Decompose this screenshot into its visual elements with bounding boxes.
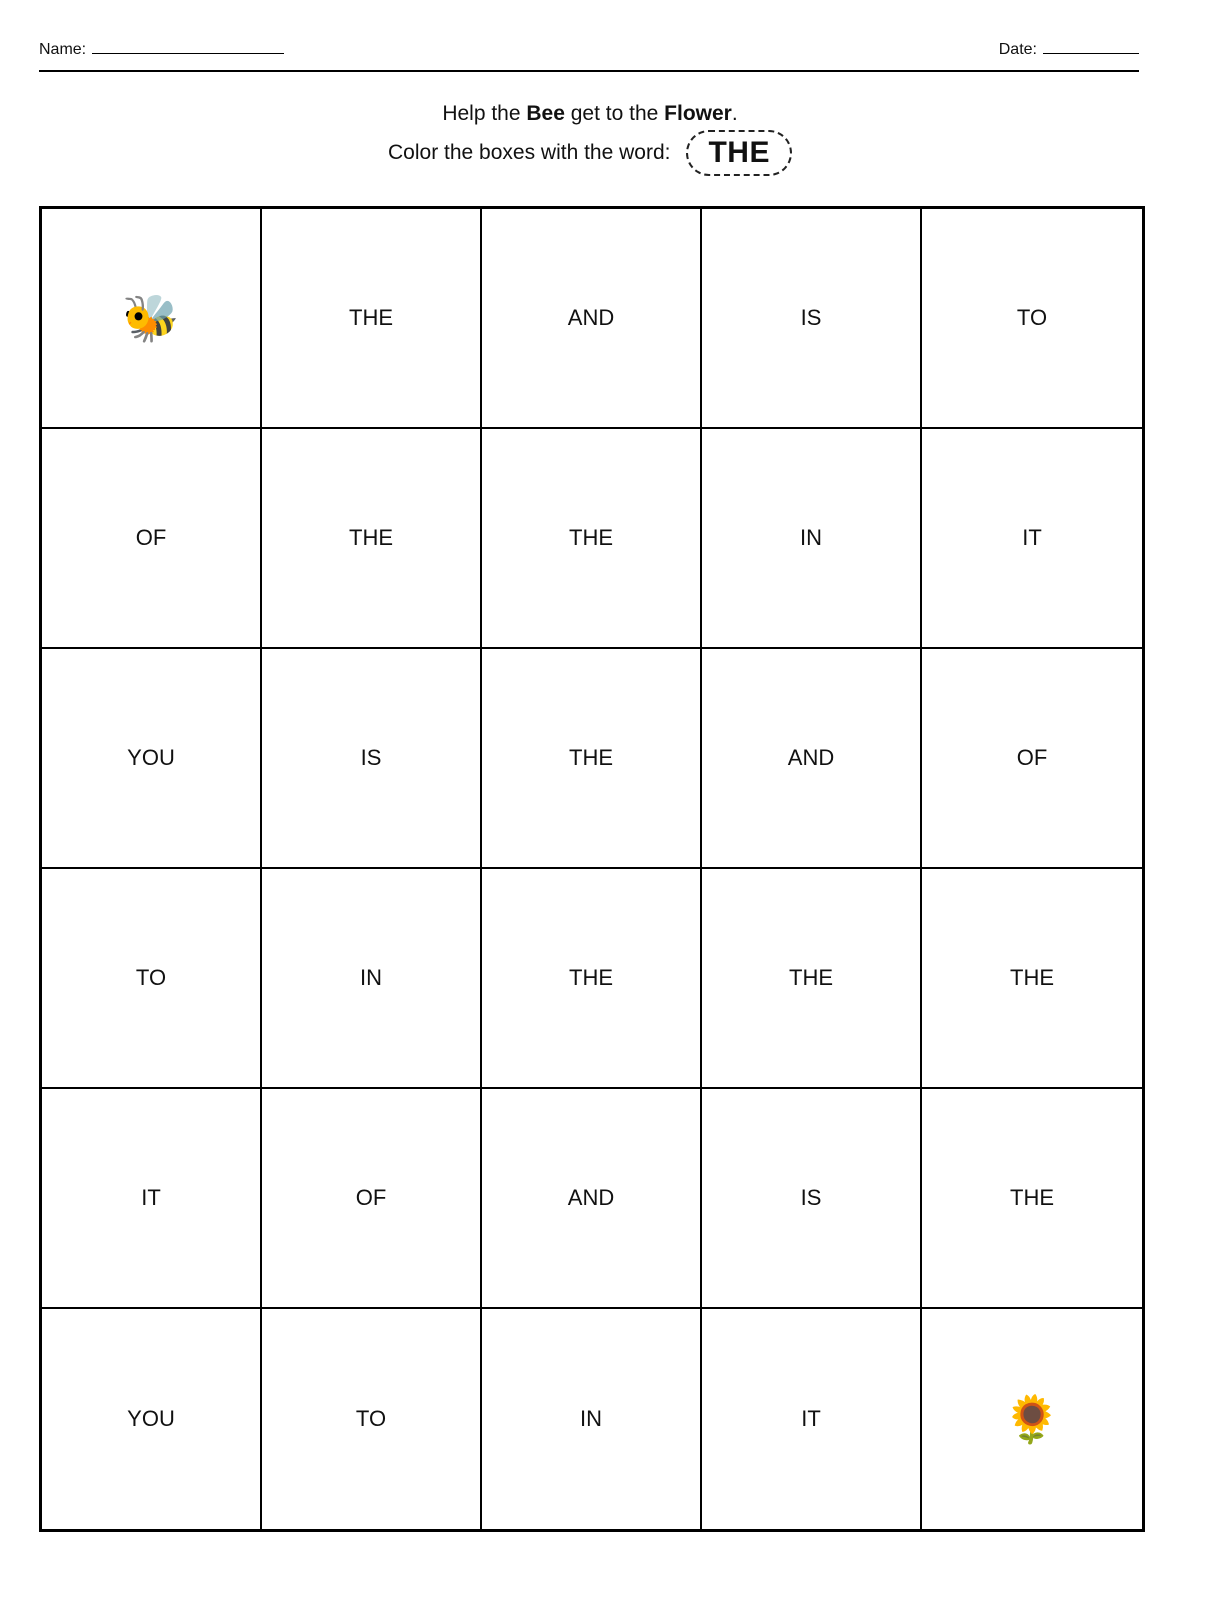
- target-word-badge: THE: [686, 130, 792, 176]
- date-label: Date:: [998, 41, 1037, 58]
- instruction-flower-word: Flower: [664, 102, 732, 125]
- cell-word: THE: [569, 965, 613, 990]
- grid-cell[interactable]: [482, 869, 702, 1089]
- grid-cell[interactable]: [262, 209, 482, 429]
- sunflower-icon: 🌻: [1003, 1393, 1061, 1445]
- date-input-line[interactable]: [1043, 39, 1139, 54]
- grid-cell[interactable]: [42, 429, 262, 649]
- cell-word: THE: [349, 305, 393, 330]
- cell-word: OF: [1016, 745, 1048, 770]
- cell-word: IS: [360, 745, 382, 770]
- grid-cell[interactable]: [702, 429, 922, 649]
- cell-word: AND: [567, 305, 615, 330]
- grid-cell[interactable]: [262, 869, 482, 1089]
- cell-word: IT: [801, 1406, 821, 1431]
- cell-word: THE: [1010, 965, 1054, 990]
- grid-cell[interactable]: [262, 429, 482, 649]
- cell-word: THE: [569, 745, 613, 770]
- grid-cell[interactable]: [262, 1309, 482, 1529]
- name-input-line[interactable]: [92, 39, 284, 54]
- grid-cell[interactable]: [702, 209, 922, 429]
- grid-cell[interactable]: [42, 209, 262, 429]
- cell-word: THE: [569, 525, 613, 550]
- grid-cell[interactable]: [482, 1089, 702, 1309]
- grid-cell[interactable]: [922, 209, 1142, 429]
- grid-cell[interactable]: [922, 649, 1142, 869]
- date-field: [999, 39, 1139, 59]
- cell-word: THE: [349, 525, 393, 550]
- grid-cell[interactable]: [482, 429, 702, 649]
- cell-word: AND: [567, 1185, 615, 1210]
- grid-cell[interactable]: [262, 1089, 482, 1309]
- cell-word: IN: [800, 525, 822, 550]
- cell-word: IN: [360, 965, 382, 990]
- bee-icon: 🐝: [122, 292, 180, 344]
- cell-word: IN: [580, 1406, 602, 1431]
- cell-word: OF: [355, 1185, 387, 1210]
- grid-cell[interactable]: [702, 1309, 922, 1529]
- grid-cell[interactable]: [922, 869, 1142, 1089]
- cell-word: TO: [135, 965, 167, 990]
- cell-word: IS: [800, 1185, 822, 1210]
- worksheet-header: [39, 34, 1139, 72]
- grid-cell[interactable]: [482, 1309, 702, 1529]
- cell-word: YOU: [127, 1406, 175, 1431]
- instruction-text: get to the: [564, 102, 665, 125]
- cell-word: THE: [1010, 1185, 1054, 1210]
- grid-cell[interactable]: [702, 649, 922, 869]
- grid-cell[interactable]: [702, 1089, 922, 1309]
- name-field: [39, 39, 284, 59]
- cell-word: YOU: [127, 745, 175, 770]
- cell-word: THE: [789, 965, 833, 990]
- instructions: [0, 98, 1180, 176]
- grid-cell[interactable]: [922, 1089, 1142, 1309]
- cell-word: TO: [355, 1406, 387, 1431]
- maze-grid: [39, 206, 1145, 1532]
- cell-word: IT: [141, 1185, 161, 1210]
- grid-cell[interactable]: [42, 1089, 262, 1309]
- grid-cell[interactable]: [482, 209, 702, 429]
- grid-cell[interactable]: [922, 429, 1142, 649]
- grid-cell[interactable]: [42, 869, 262, 1089]
- instruction-line-2: [0, 130, 1180, 176]
- cell-word: TO: [1016, 305, 1048, 330]
- grid-cell[interactable]: [482, 649, 702, 869]
- grid-cell[interactable]: [702, 869, 922, 1089]
- name-label: Name:: [39, 41, 87, 58]
- instruction-bee-word: Bee: [526, 102, 565, 125]
- cell-word: IT: [1022, 525, 1042, 550]
- instruction-text: Help the: [442, 102, 527, 125]
- grid-cell[interactable]: [922, 1309, 1142, 1529]
- grid-cell[interactable]: [42, 649, 262, 869]
- grid-cell[interactable]: [262, 649, 482, 869]
- instruction-text: Color the boxes with the word:: [388, 141, 671, 164]
- grid-cell[interactable]: [42, 1309, 262, 1529]
- instruction-text: .: [731, 102, 738, 125]
- cell-word: IS: [800, 305, 822, 330]
- cell-word: AND: [787, 745, 835, 770]
- cell-word: OF: [135, 525, 167, 550]
- instruction-line-1: [0, 98, 1180, 130]
